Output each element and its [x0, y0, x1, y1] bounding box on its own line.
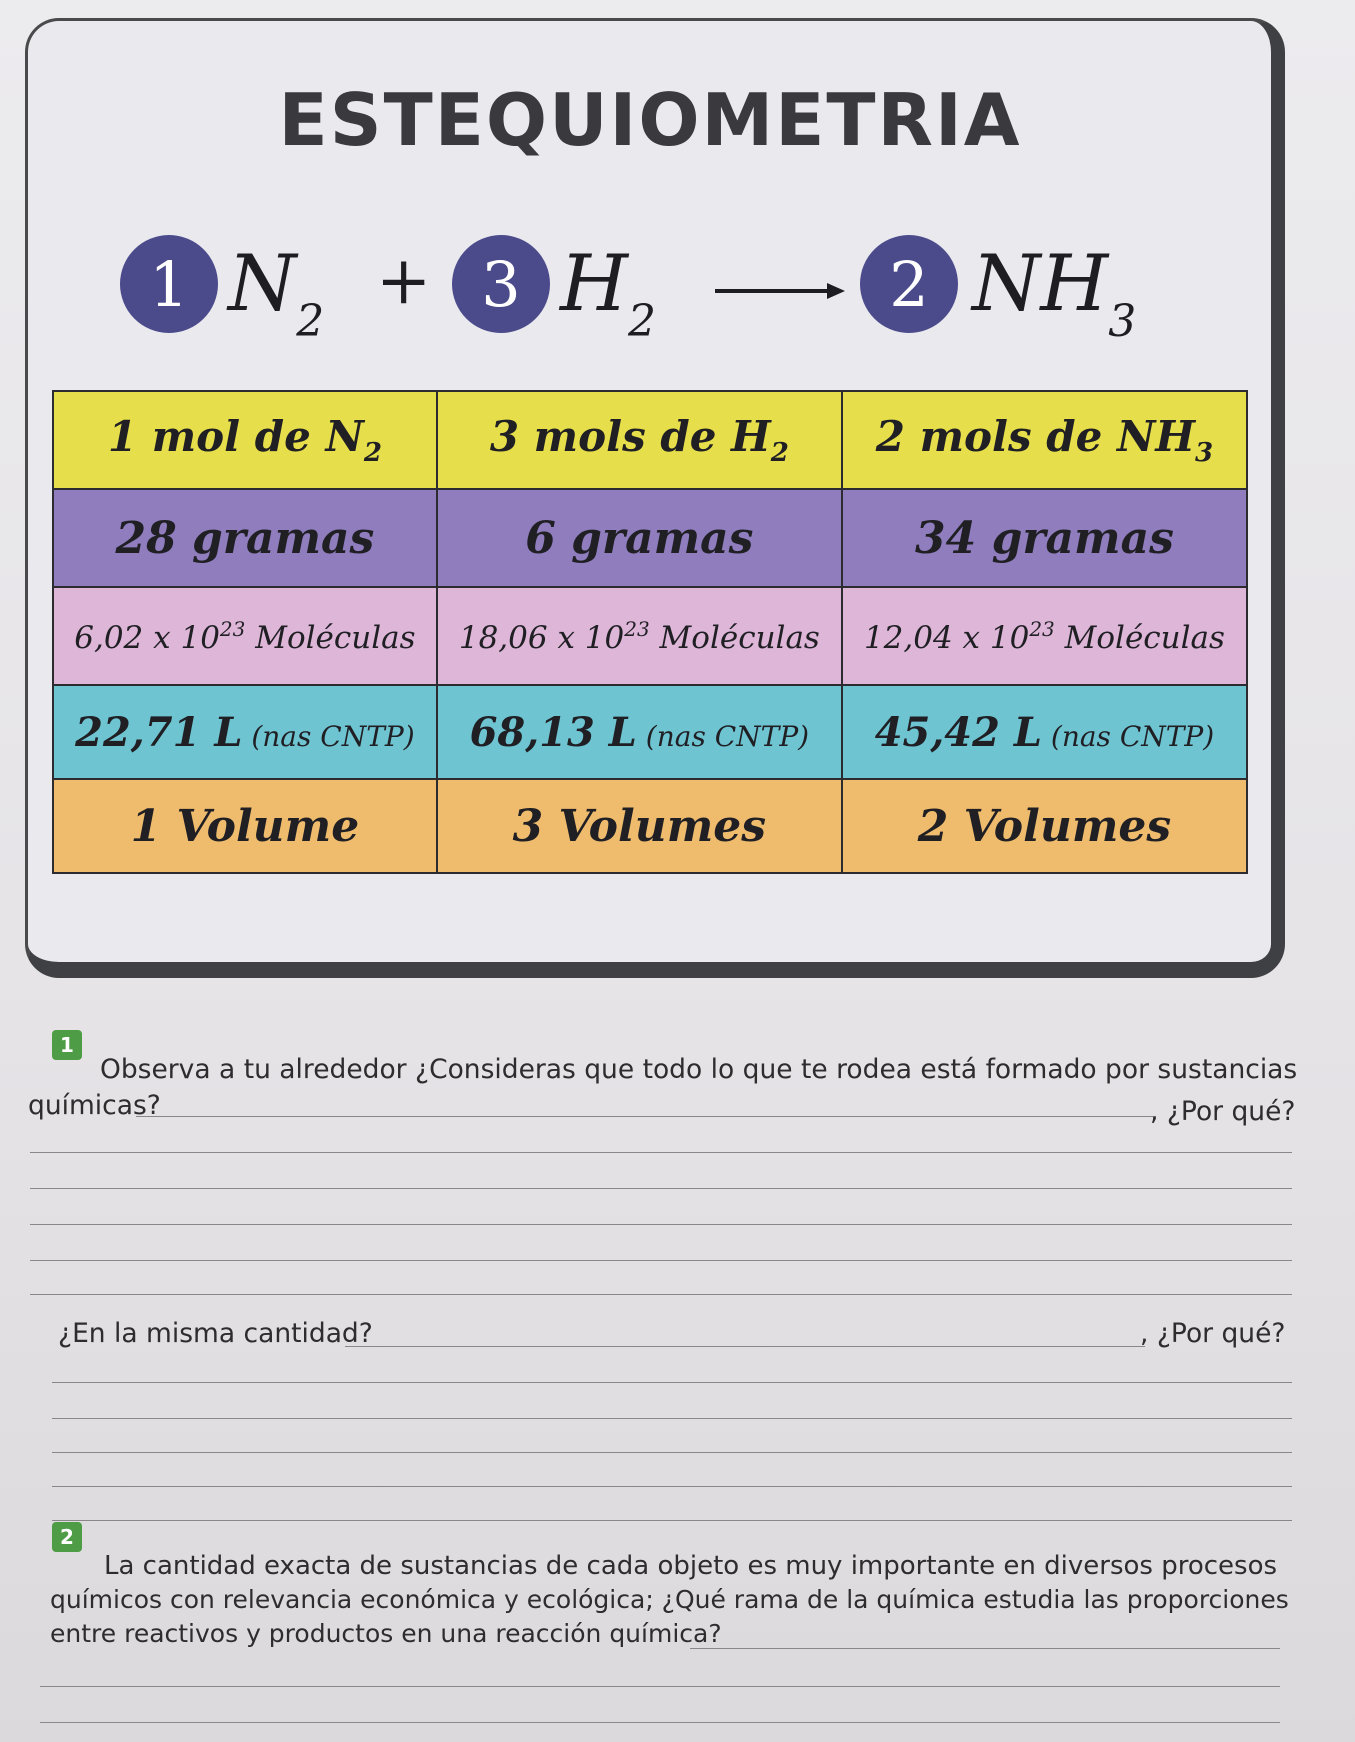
question-2-line1: La cantidad exacta de sustancias de cada objeto es muy importante en diversos procesos — [104, 1551, 1278, 1581]
cell-mol-n2: 1 mol de $N_2$ — [53, 391, 437, 489]
question-1-sub-start: ¿En la misma cantidad? — [58, 1318, 373, 1349]
cell-volumes-n2: 1 Volume — [53, 779, 437, 873]
cell-volume-h2: 68,13 L (nas CNTP) — [437, 685, 842, 779]
table-row-mass — [53, 489, 1247, 587]
reaction-arrow-icon — [715, 281, 845, 301]
table-row-molecules — [53, 587, 1247, 685]
answer-line[interactable] — [40, 1686, 1280, 1687]
answer-line[interactable] — [136, 1116, 1156, 1117]
answer-line[interactable] — [30, 1294, 1292, 1295]
question-2-badge: 2 — [52, 1522, 82, 1552]
answer-line[interactable] — [30, 1260, 1292, 1261]
table-row-volume-liters — [53, 685, 1247, 779]
question-2-line2: químicos con relevancia económica y ecológica; ¿Qué rama de la química estudia las proporciones — [50, 1585, 1289, 1614]
answer-line[interactable] — [690, 1648, 1280, 1649]
stoichiometry-table — [52, 390, 1248, 874]
cell-molecules-nh3: 12,04 x $10^{23}$ Moléculas — [842, 587, 1247, 685]
question-1-sub-end: , ¿Por qué? — [1140, 1318, 1286, 1349]
answer-line[interactable] — [345, 1346, 1145, 1347]
answer-line[interactable] — [52, 1382, 1292, 1383]
answer-line[interactable] — [30, 1152, 1292, 1153]
question-1-line1: Observa a tu alrededor ¿Consideras que todo lo que te rodea está formado por sustancias — [100, 1054, 1298, 1085]
coefficient-n2: 1 — [120, 235, 218, 333]
cell-volumes-h2: 3 Volumes — [437, 779, 842, 873]
cell-molecules-h2: 18,06 x $10^{23}$ Moléculas — [437, 587, 842, 685]
answer-line[interactable] — [52, 1452, 1292, 1453]
cell-volume-nh3: 45,42 L (nas CNTP) — [842, 685, 1247, 779]
question-1-line2-start: químicas? — [28, 1090, 161, 1121]
answer-line[interactable] — [52, 1418, 1292, 1419]
species-n2: $N_2$ — [228, 239, 325, 347]
answer-line[interactable] — [30, 1188, 1292, 1189]
species-h2: $H_2$ — [560, 239, 657, 347]
cell-mol-nh3: 2 mols de $NH_3$ — [842, 391, 1247, 489]
cell-volume-n2: 22,71 L (nas CNTP) — [53, 685, 437, 779]
table-row-moles — [53, 391, 1247, 489]
coefficient-h2: 3 — [452, 235, 550, 333]
chemical-equation — [120, 235, 1170, 345]
cell-mass-nh3: 34 gramas — [842, 489, 1247, 587]
question-1-line2-end: , ¿Por qué? — [1150, 1096, 1296, 1127]
species-nh3: $NH_3$ — [972, 239, 1137, 347]
plus-sign: + — [376, 242, 432, 319]
cell-molecules-n2: 6,02 x $10^{23}$ Moléculas — [53, 587, 437, 685]
page-title: ESTEQUIOMETRIA — [278, 78, 1022, 162]
table-row-volumes — [53, 779, 1247, 873]
cell-mol-h2: 3 mols de $H_2$ — [437, 391, 842, 489]
cell-mass-h2: 6 gramas — [437, 489, 842, 587]
question-2-line3: entre reactivos y productos en una reacción química? — [50, 1619, 722, 1648]
answer-line[interactable] — [52, 1486, 1292, 1487]
answer-line[interactable] — [52, 1520, 1292, 1521]
cell-volumes-nh3: 2 Volumes — [842, 779, 1247, 873]
cell-mass-n2: 28 gramas — [53, 489, 437, 587]
answer-line[interactable] — [40, 1722, 1280, 1723]
question-1-badge: 1 — [52, 1030, 82, 1060]
coefficient-nh3: 2 — [860, 235, 958, 333]
answer-line[interactable] — [30, 1224, 1292, 1225]
